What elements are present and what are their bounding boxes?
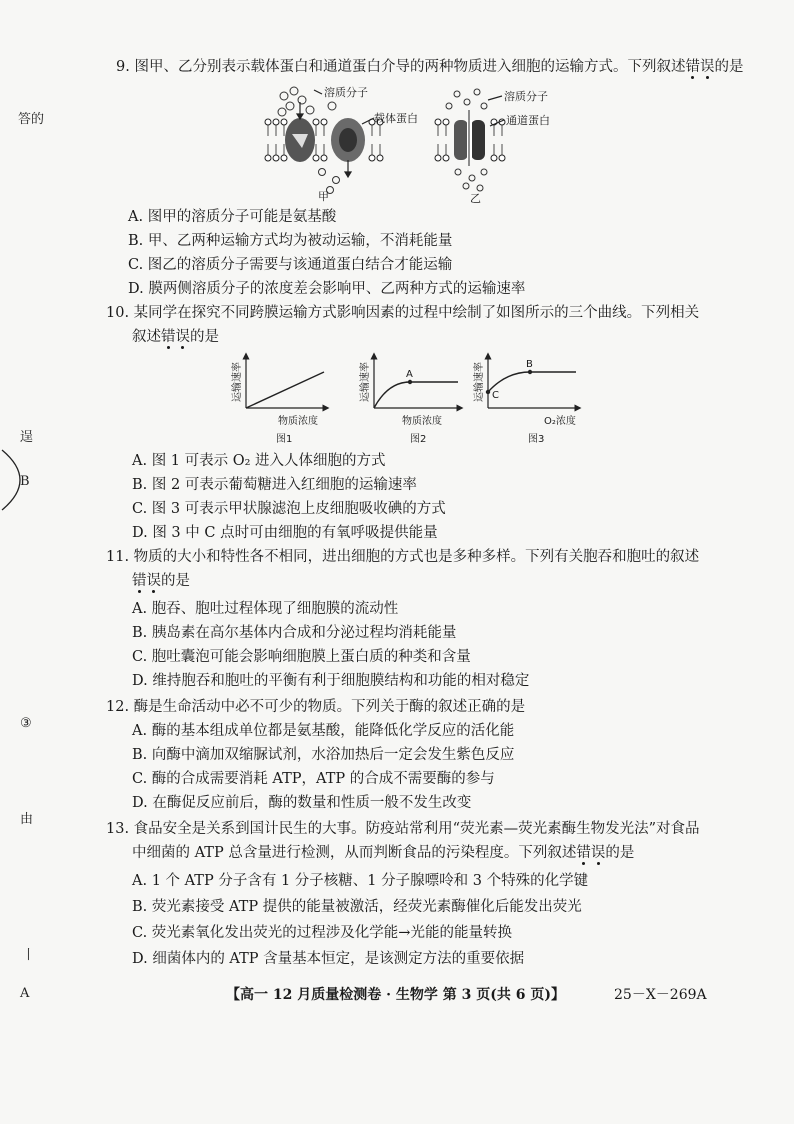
point-label: B: [526, 359, 533, 370]
emphasis-char: 错: [132, 573, 147, 589]
fig-label: 载体蛋白: [374, 112, 418, 125]
margin-mark: A: [20, 986, 30, 1001]
x-axis-label: 物质浓度: [402, 416, 442, 427]
q9-stem-text: 9. 图甲、乙分别表示载体蛋白和通道蛋白介导的两种物质进入细胞的运输方式。下列叙述: [116, 59, 686, 75]
graph-2-curve: [374, 382, 458, 408]
graph-2: [358, 356, 460, 445]
q9-stem: [116, 56, 743, 78]
margin-mark: 逞: [20, 430, 34, 445]
margin-mark: B: [20, 474, 30, 489]
q11-stem-tail: 的是: [161, 573, 190, 589]
emphasis-char: 误: [590, 845, 606, 861]
q11-stem-line2: [132, 570, 190, 592]
q10-option-b: B. 图 2 可表示葡萄糖进入红细胞的运输速率: [132, 477, 417, 493]
q10-stem-text: 叙述: [132, 329, 161, 345]
q10-stem-line2: [132, 326, 219, 348]
point-c: [486, 390, 490, 394]
emphasis-char: 误: [146, 573, 161, 589]
emphasis-char: 误: [175, 329, 190, 345]
margin-mark: ③: [20, 716, 32, 731]
page-footer-code: 25－X－269A: [614, 987, 707, 1003]
q11-option-a: A. 胞吞、胞吐过程体现了细胞膜的流动性: [132, 601, 399, 617]
q10-graphs: [226, 352, 596, 448]
margin-mark: 丨: [22, 948, 36, 963]
q9-option-c: C. 图乙的溶质分子需要与该通道蛋白结合才能运输: [128, 257, 453, 273]
x-axis-label: 物质浓度: [278, 416, 318, 427]
q11-option-c: C. 胞吐囊泡可能会影响细胞膜上蛋白质的种类和含量: [132, 649, 471, 665]
q9-option-d: D. 膜两侧溶质分子的浓度差会影响甲、乙两种方式的运输速率: [128, 281, 526, 297]
graph-caption: 图2: [410, 434, 427, 445]
y-axis-label: 运输速率: [360, 362, 371, 402]
graph-1: [230, 356, 326, 445]
emphasis-char: 错: [685, 59, 700, 75]
q9-option-b: B. 甲、乙两种运输方式均为被动运输，不消耗能量: [128, 233, 453, 249]
q10-option-c: C. 图 3 可表示甲状腺滤泡上皮细胞吸收碘的方式: [132, 501, 446, 517]
emphasis-char: 错: [161, 329, 176, 345]
q13-stem-text: 中细菌的 ATP 总含量进行检测，从而判断食品的污染程度。下列叙述: [132, 845, 577, 861]
point-label: A: [406, 369, 413, 380]
emphasis-char: 误: [699, 59, 715, 75]
carrier-membrane: [265, 119, 383, 161]
q13-stem-line1: 13. 食品安全是关系到国计民生的大事。防疫站常利用“荧光素—荧光素酶生物发光法”对食品: [106, 821, 700, 837]
y-axis-label: 运输速率: [474, 362, 485, 402]
margin-mark: 由: [20, 812, 34, 827]
q13-option-b: B. 荧光素接受 ATP 提供的能量被激活，经荧光素酶催化后能发出荧光: [132, 899, 582, 915]
fig-caption: 甲: [318, 190, 329, 203]
q12-stem: 12. 酶是生命活动中必不可少的物质。下列关于酶的叙述正确的是: [106, 699, 526, 715]
q10-stem-tail: 的是: [190, 329, 219, 345]
fig-caption: 乙: [470, 192, 481, 204]
x-axis-label: O₂浓度: [544, 416, 576, 427]
q10-stem-line1: 10. 某同学在探究不同跨膜运输方式影响因素的过程中绘制了如图所示的三个曲线。下列相关: [106, 305, 700, 321]
fig-label: 通道蛋白: [506, 114, 550, 127]
point-label: C: [492, 390, 499, 401]
q12-option-d: D. 在酶促反应前后，酶的数量和性质一般不发生改变: [132, 795, 472, 811]
q13-stem-tail: 的是: [605, 845, 635, 861]
q10-option-a: A. 图 1 可表示 O₂ 进入人体细胞的方式: [132, 453, 386, 469]
graph-1-curve: [246, 372, 324, 408]
graph-caption: 图3: [528, 434, 545, 445]
q9-stem-tail: 的是: [714, 59, 744, 75]
q13-option-a: A. 1 个 ATP 分子含有 1 分子核糖、1 分子腺嘌呤和 3 个特殊的化学键: [132, 873, 589, 889]
graph-3-curve: [488, 372, 576, 392]
point-a: [408, 380, 412, 384]
y-axis-label: 运输速率: [232, 362, 243, 402]
q13-option-d: D. 细菌体内的 ATP 含量基本恒定，是该测定方法的重要依据: [132, 951, 525, 967]
q11-option-d: D. 维持胞吞和胞吐的平衡有利于细胞膜结构和功能的相对稳定: [132, 673, 530, 689]
emphasis-char: 错: [576, 845, 591, 861]
q9-figure: [262, 82, 562, 204]
margin-mark: 答的: [18, 112, 45, 127]
q10-option-d: D. 图 3 中 C 点时可由细胞的有氧呼吸提供能量: [132, 525, 438, 541]
carrier-protein-1: [285, 118, 315, 162]
fig-label: 溶质分子: [324, 86, 368, 99]
q13-stem-line2: [132, 842, 634, 864]
q12-option-a: A. 酶的基本组成单位都是氨基酸，能降低化学反应的活化能: [132, 723, 515, 739]
carrier-protein-2: [331, 118, 365, 162]
page-footer-title: 【高一 12 月质量检测卷 · 生物学 第 3 页(共 6 页)】: [226, 987, 565, 1003]
q12-option-c: C. 酶的合成需要消耗 ATP，ATP 的合成不需要酶的参与: [132, 771, 495, 787]
q11-stem-line1: 11. 物质的大小和特性各不相同，进出细胞的方式也是多种多样。下列有关胞吞和胞吐的叙述: [106, 549, 700, 565]
fig-label: 溶质分子: [504, 90, 548, 103]
q13-option-c: C. 荧光素氧化发出荧光的过程涉及化学能→光能的能量转换: [132, 925, 512, 941]
q11-option-b: B. 胰岛素在高尔基体内合成和分泌过程均消耗能量: [132, 625, 457, 641]
graph-3: [472, 356, 578, 445]
graph-caption: 图1: [276, 434, 293, 445]
q12-option-b: B. 向酶中滴加双缩脲试剂，水浴加热后一定会发生紫色反应: [132, 747, 515, 763]
point-b: [528, 370, 532, 374]
q9-option-a: A. 图甲的溶质分子可能是氨基酸: [128, 209, 337, 225]
